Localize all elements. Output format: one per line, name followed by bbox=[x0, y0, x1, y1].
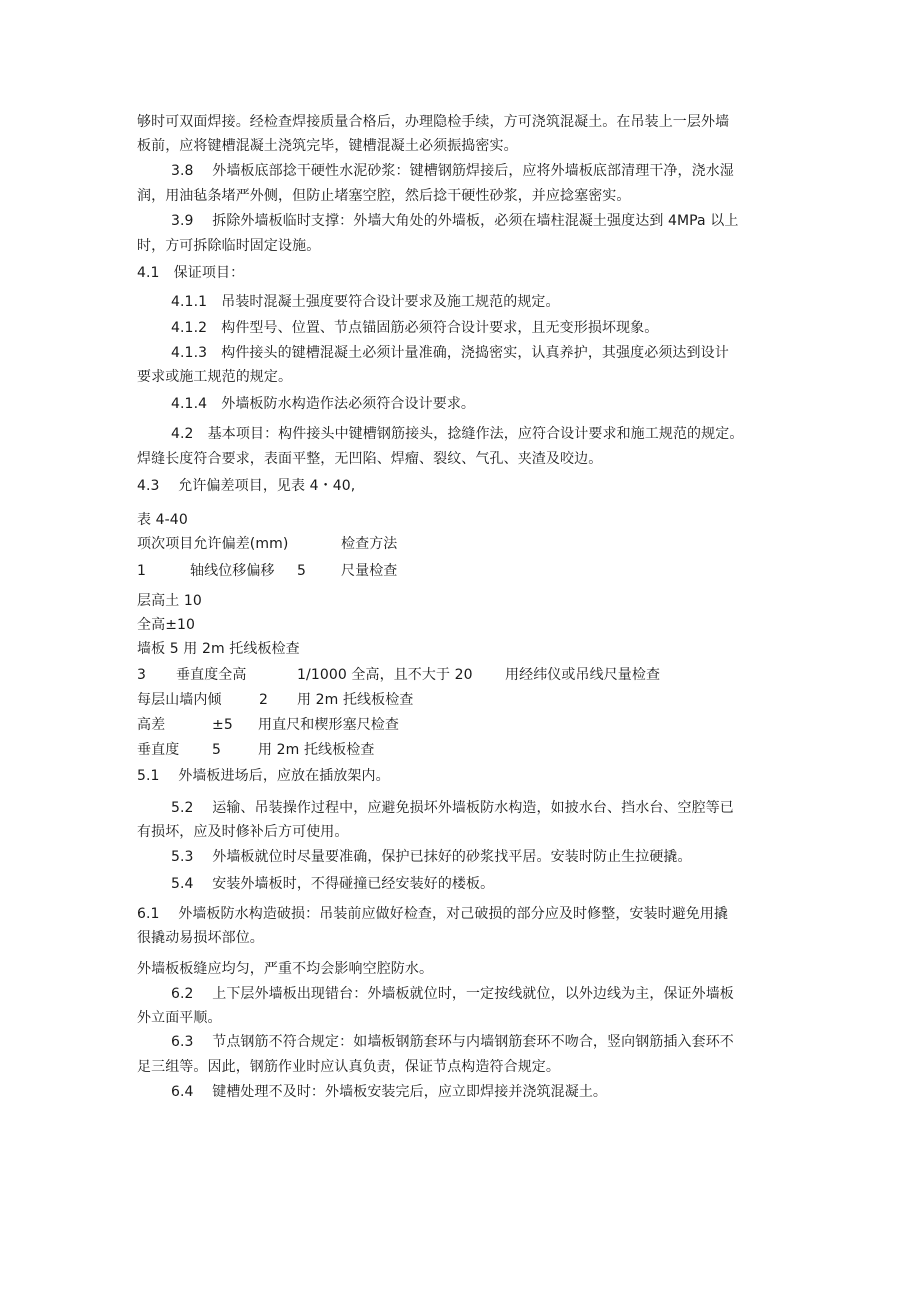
text-line: 板前，应将键槽混凝土浇筑完毕，键槽混凝土必须振捣密实。 bbox=[137, 138, 518, 154]
text-line: 够时可双面焊接。经检查焊接质量合格后，办理隐检手续，方可浇筑混凝土。在吊装上一层外墙 bbox=[137, 114, 730, 130]
text-line: 5.1 外墙板进场后，应放在插放架内。 bbox=[137, 768, 390, 784]
text-line: 3.8 外墙板底部捻干硬性水泥砂浆：键槽钢筋焊接后，应将外墙板底部清理干净，浇水湿 bbox=[171, 163, 734, 179]
section-heading: 4.1 保证项目： bbox=[137, 265, 245, 281]
table-header-left: 项次项目允许偏差(mm) bbox=[137, 536, 289, 552]
text-line: 3.9 拆除外墙板临时支撑：外墙大角处的外墙板，必须在墙柱混凝土强度达到 4MPa 以上 bbox=[171, 213, 739, 229]
text-line: 4.1.1 吊装时混凝土强度要符合设计要求及施工规范的规定。 bbox=[171, 294, 560, 310]
text-line: 6.2 上下层外墙板出现错台：外墙板就位时，一定按线就位，以外边线为主，保证外墙板 bbox=[171, 986, 734, 1002]
table-cell: 垂直度 bbox=[137, 742, 180, 758]
table-cell: 1 bbox=[137, 563, 147, 579]
table-cell: 尺量检查 bbox=[341, 563, 398, 579]
table-cell: 1/1000 全高，且不大于 20 bbox=[297, 667, 473, 683]
text-line: 4.3 允许偏差项目，见表 4・40, bbox=[137, 478, 356, 494]
table-cell: 3 bbox=[137, 667, 147, 683]
table-cell: 5 bbox=[212, 742, 222, 758]
text-line: 4.2 基本项目：构件接头中键槽钢筋接头，捻缝作法，应符合设计要求和施工规范的规定。 bbox=[171, 426, 744, 442]
text-line: 6.4 键槽处理不及时：外墙板安装完后，应立即焊接并浇筑混凝土。 bbox=[171, 1084, 608, 1100]
table-cell: 高差 bbox=[137, 717, 166, 733]
table-cell: 2 bbox=[259, 692, 269, 708]
text-line: 5.3 外墙板就位时尽量要准确，保护已抹好的砂浆找平居。安装时防止生拉硬撬。 bbox=[171, 849, 692, 865]
text-line: 焊缝长度符合要求，表面平整，无凹陷、焊瘤、裂纹、气孔、夹渣及咬边。 bbox=[137, 451, 603, 467]
table-cell: 用 2m 托线板检查 bbox=[258, 742, 375, 758]
table-cell: ±5 bbox=[212, 717, 233, 733]
text-line: 6.3 节点钢筋不符合规定：如墙板钢筋套环与内墙钢筋套环不吻合，竖向钢筋插入套环不 bbox=[171, 1034, 734, 1050]
table-cell: 用 2m 托线板检查 bbox=[297, 692, 414, 708]
text-line: 时，方可拆除临时固定设施。 bbox=[137, 238, 321, 254]
table-cell: 用直尺和楔形塞尺检查 bbox=[258, 717, 399, 733]
text-line: 外立面平顺。 bbox=[137, 1010, 222, 1026]
text-line: 4.1.4 外墙板防水构造作法必须符合设计要求。 bbox=[171, 396, 476, 412]
table-cell: 5 bbox=[297, 563, 307, 579]
table-cell: 用经纬仪或吊线尺量检查 bbox=[505, 667, 661, 683]
text-line: 4.1.3 构件接头的键槽混凝土必须计量准确，浇捣密实，认真养护，其强度必须达到设计 bbox=[171, 345, 729, 361]
text-line: 5.4 安装外墙板时，不得碰撞已经安装好的楼板。 bbox=[171, 876, 495, 892]
table-cell: 轴线位移偏移 bbox=[190, 563, 275, 579]
text-line: 要求或施工规范的规定。 bbox=[137, 369, 293, 385]
text-line: 很撬动易损坏部位。 bbox=[137, 930, 264, 946]
text-line: 4.1.2 构件型号、位置、节点锚固筋必须符合设计要求，且无变形损坏现象。 bbox=[171, 320, 659, 336]
text-line: 6.1 外墙板防水构造破损：吊装前应做好检查，对己破损的部分应及时修整，安装时避免用撬 bbox=[137, 906, 729, 922]
table-cell: 垂直度全高 bbox=[176, 667, 247, 683]
table-cell: 层高土 10 bbox=[137, 593, 202, 609]
text-line: 外墙板板缝应均匀，严重不均会影响空腔防水。 bbox=[137, 961, 434, 977]
table-cell: 每层山墙内倾 bbox=[137, 692, 222, 708]
table-header-method: 检查方法 bbox=[341, 536, 398, 552]
table-cell: 全高±10 bbox=[137, 617, 196, 633]
text-line: 润，用油毡条堵严外侧，但防止堵塞空腔，然后捻干硬性砂浆，并应捻塞密实。 bbox=[137, 188, 631, 204]
text-line: 足三组等。因此，钢筋作业时应认真负责，保证节点构造符合规定。 bbox=[137, 1059, 560, 1075]
text-line: 5.2 运输、吊装操作过程中，应避免损坏外墙板防水构造，如披水台、挡水台、空腔等已 bbox=[171, 800, 734, 816]
table-caption: 表 4-40 bbox=[137, 512, 188, 528]
table-cell: 墙板 5 用 2m 托线板检查 bbox=[137, 641, 300, 657]
text-line: 有损坏，应及时修补后方可使用。 bbox=[137, 824, 349, 840]
